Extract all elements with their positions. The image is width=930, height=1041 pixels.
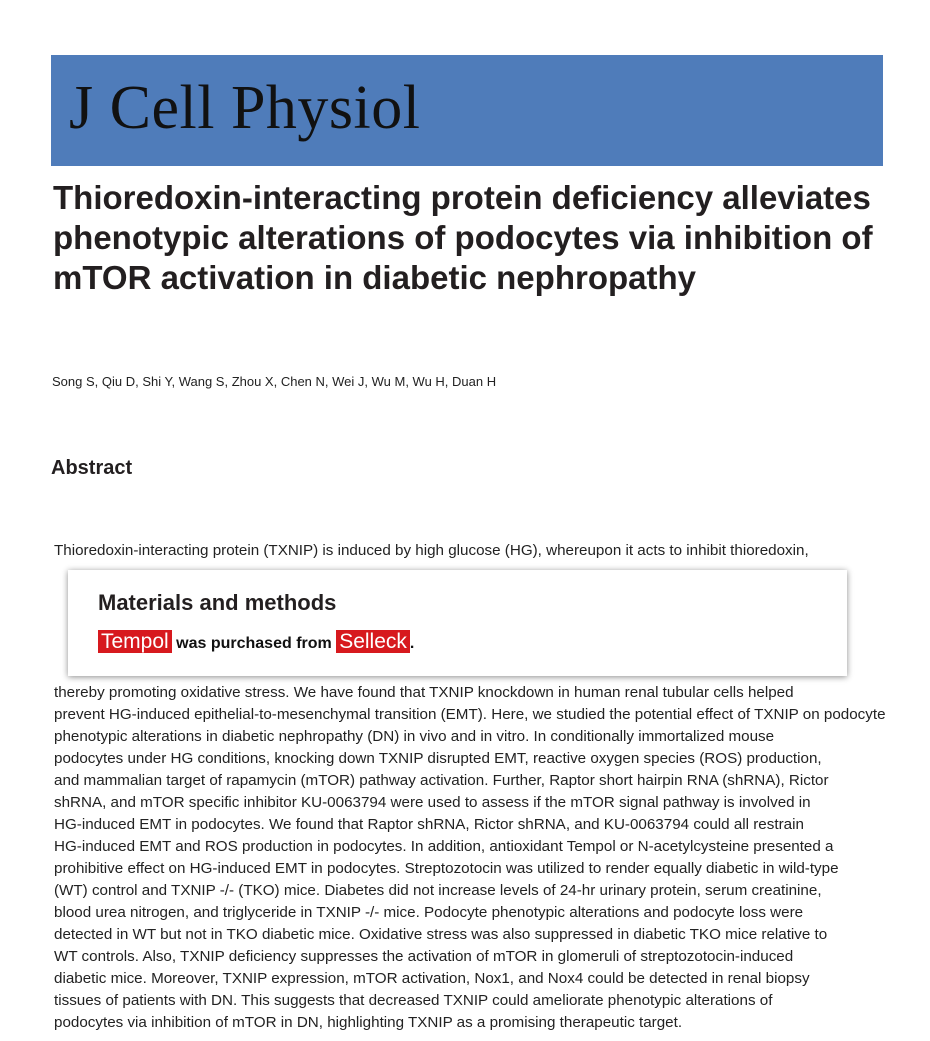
product-highlight: Tempol: [98, 630, 172, 653]
callout-end: .: [409, 635, 415, 652]
vendor-highlight: Selleck: [336, 630, 410, 653]
abstract-line: diabetic mice. Moreover, TXNIP expression, mTOR activation, Nox1, and Nox4 could be detected in renal biopsy: [54, 970, 810, 987]
materials-callout: [68, 570, 847, 676]
callout-heading: Materials and methods: [98, 590, 337, 615]
abstract-line: prevent HG-induced epithelial-to-mesenchymal transition (EMT). Here, we studied the potential effect of TXNIP on podocyte: [54, 706, 886, 723]
abstract-line: HG-induced EMT and ROS production in podocytes. In addition, antioxidant Tempol or N-acetylcysteine presented a: [54, 838, 834, 855]
abstract-line: tissues of patients with DN. This suggests that decreased TXNIP could ameliorate phenotypic alterations of: [54, 992, 773, 1009]
abstract-line: thereby promoting oxidative stress. We have found that TXNIP knockdown in human renal tubular cells helped: [54, 684, 794, 701]
abstract-line: Thioredoxin-interacting protein (TXNIP) is induced by high glucose (HG), whereupon it acts to inhibit thioredoxin,: [54, 542, 809, 559]
journal-name: J Cell Physiol: [69, 74, 421, 142]
journal-banner: [51, 55, 883, 166]
abstract-heading: Abstract: [51, 457, 133, 479]
abstract-line: podocytes via inhibition of mTOR in DN, highlighting TXNIP as a promising therapeutic target.: [54, 1014, 683, 1031]
abstract-line: shRNA, and mTOR specific inhibitor KU-0063794 were used to assess if the mTOR signal pathway is involved in: [54, 794, 811, 811]
abstract-line: prohibitive effect on HG-induced EMT in podocytes. Streptozotocin was utilized to render equally diabetic in wild-type: [54, 860, 839, 877]
abstract-body: [54, 540, 894, 1034]
abstract-line: WT controls. Also, TXNIP deficiency suppresses the activation of mTOR in glomeruli of streptozotocin-induced: [54, 948, 794, 965]
abstract-line: podocytes under HG conditions, knocking down TXNIP disrupted EMT, reactive oxygen species (ROS) production,: [54, 750, 822, 767]
callout-sentence: [98, 628, 414, 658]
abstract-line: and mammalian target of rapamycin (mTOR) pathway activation. Further, Raptor short hairpin RNA (shRNA), Rictor: [54, 772, 829, 789]
abstract-line: blood urea nitrogen, and triglyceride in TXNIP -/- mice. Podocyte phenotypic alterations and podocyte loss were: [54, 904, 804, 921]
abstract-line: (WT) control and TXNIP -/- (TKO) mice. Diabetes did not increase levels of 24-hr urinary protein, serum creatinine,: [54, 882, 822, 899]
abstract-line: detected in WT but not in TKO diabetic mice. Oxidative stress was also suppressed in diabetic TKO mice relative to: [54, 926, 828, 943]
abstract-line: HG-induced EMT in podocytes. We found that Raptor shRNA, Rictor shRNA, and KU-0063794 could all restrain: [54, 816, 804, 833]
abstract-line: phenotypic alterations in diabetic nephropathy (DN) in vivo and in vitro. In conditionally immortalized mouse: [54, 728, 775, 745]
article-title: Thioredoxin-interacting protein deficiency alleviates phenotypic alterations of podocytes via inhibition of mTOR activation in diabetic nephropathy: [53, 179, 873, 296]
author-list: Song S, Qiu D, Shi Y, Wang S, Zhou X, Chen N, Wei J, Wu M, Wu H, Duan H: [52, 374, 497, 389]
callout-middle: was purchased from: [171, 635, 337, 652]
